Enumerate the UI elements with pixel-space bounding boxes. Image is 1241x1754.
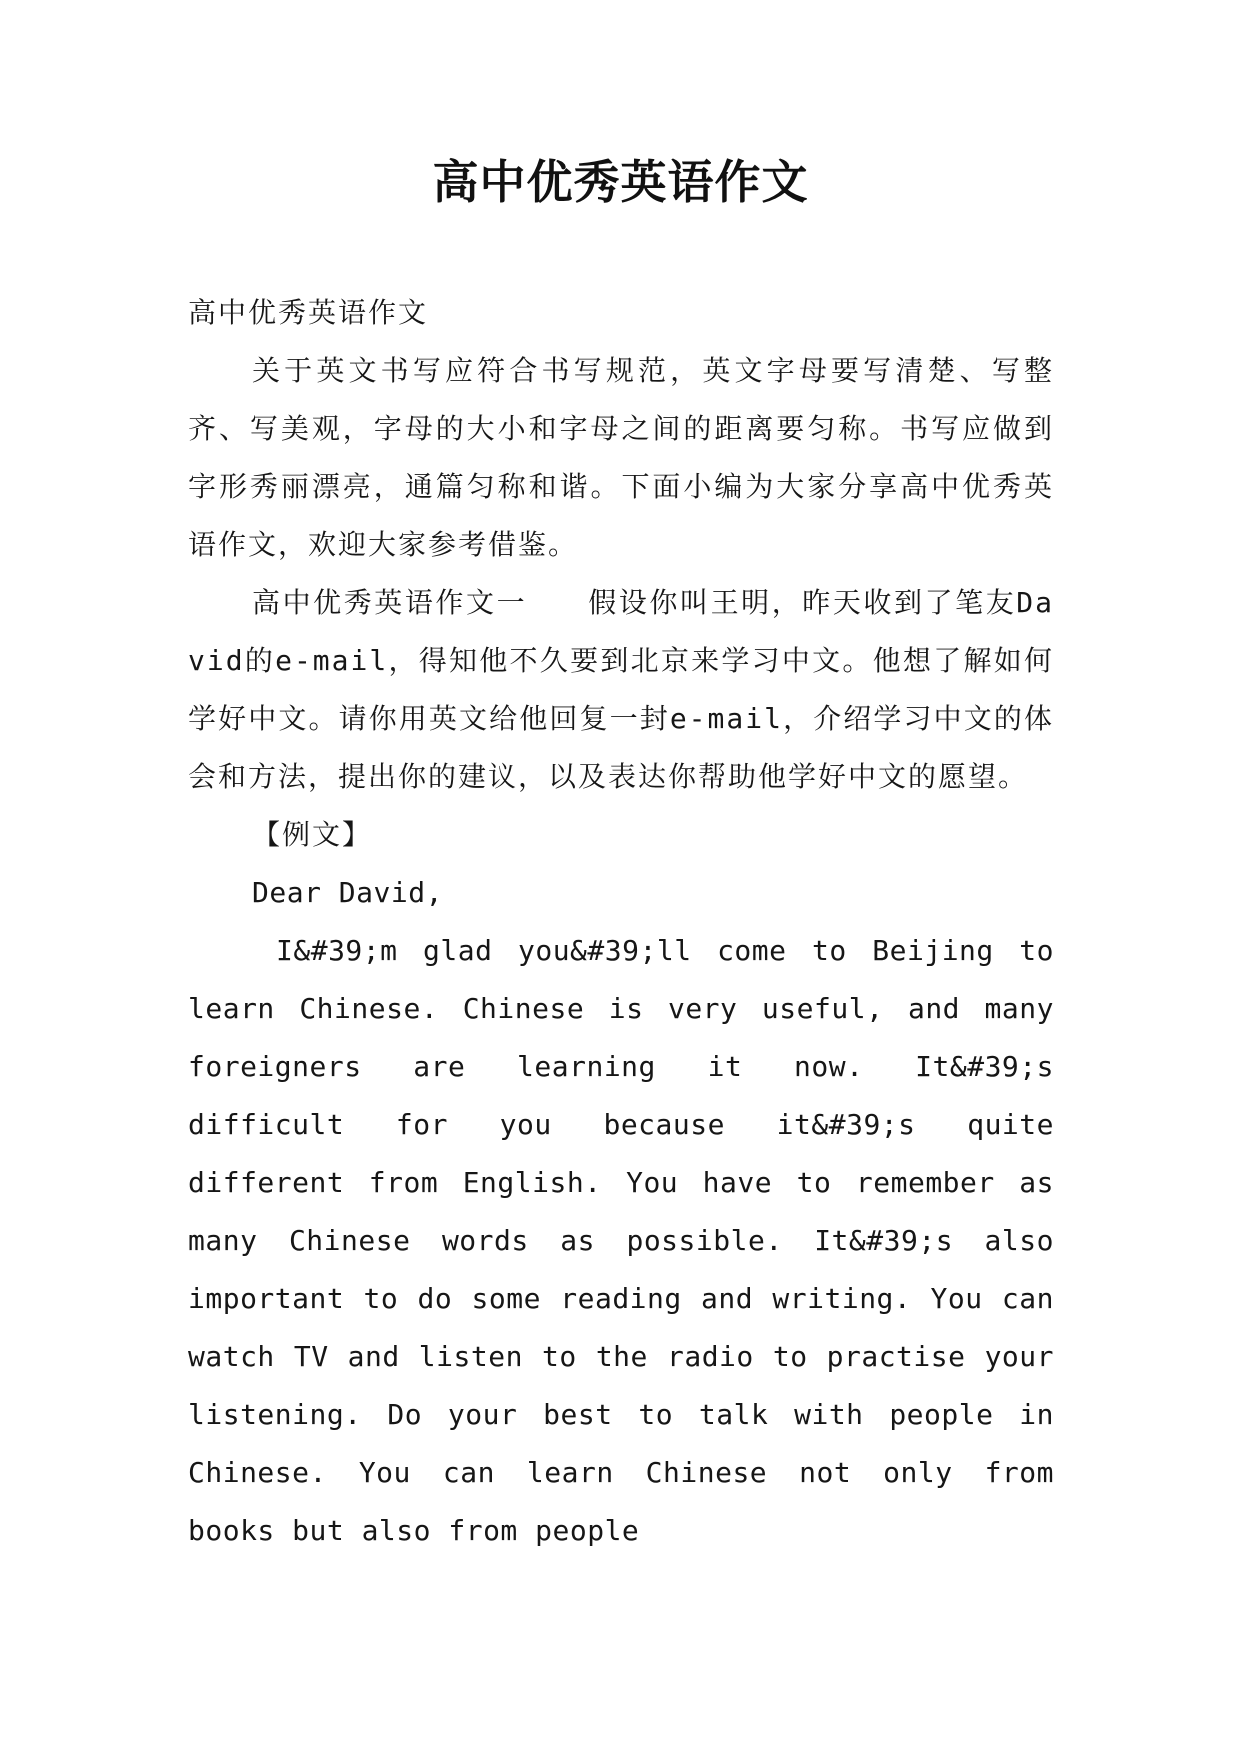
essay-prompt-paragraph: 高中优秀英语作文一 假设你叫王明，昨天收到了笔友David的e-mail，得知他不久要到北京来学习中文。他想了解如何学好中文。请你用英文给他回复一封e-mail，介绍学习中文的体会和方法，提出你的建议，以及表达你帮助他学好中文的愿望。 xyxy=(188,586,1054,793)
letter-body-paragraph: I&#39;m glad you&#39;ll come to Beijing to learn Chinese. Chinese is very useful, and many foreigners are learning it now. It&#39;s difficult for you because it&#39;s quite different from English. You have to remember as many Chinese words as possible. It&#39;s also important to do some reading and writing. You can watch TV and listen to the radio to practise your listening. Do your best to talk with people in Chinese. You can learn Chinese not only from books but also from people xyxy=(188,934,1054,1547)
intro-paragraph: 关于英文书写应符合书写规范，英文字母要写清楚、写整齐、写美观，字母的大小和字母之间的距离要匀称。书写应做到字形秀丽漂亮，通篇匀称和谐。下面小编为大家分享高中优秀英语作文，欢迎大家参考借鉴。 xyxy=(188,354,1054,561)
letter-salutation: Dear David, xyxy=(252,876,443,909)
document-body xyxy=(188,284,1054,1560)
document-title: 高中优秀英语作文 xyxy=(432,155,809,209)
section-heading: 高中优秀英语作文 xyxy=(188,296,429,329)
example-label: 【例文】 xyxy=(252,818,373,851)
